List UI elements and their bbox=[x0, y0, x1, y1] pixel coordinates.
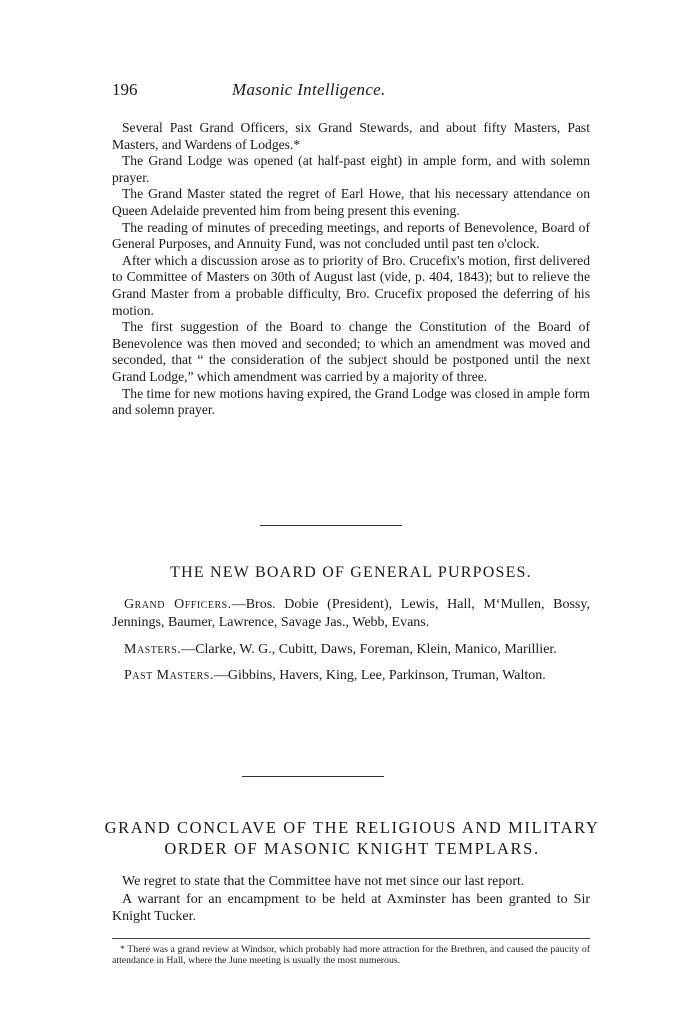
past-masters-label: Past Masters. bbox=[124, 668, 214, 684]
section-heading bbox=[102, 817, 602, 859]
paragraph: After which a discussion arose as to priority of Bro. Crucefix's motion, first delivered to Committee of Masters on 30th of August last (vide, p. 404, 1843); but to relieve the Grand Master from a probable difficulty, Bro. Crucefix proposed the deferring of his motion. bbox=[112, 252, 590, 318]
grand-officers-label: Grand Officers. bbox=[124, 596, 232, 612]
paragraph: The time for new motions having expired, the Grand Lodge was closed in ample form and solemn prayer. bbox=[112, 385, 590, 418]
page-number: 196 bbox=[112, 80, 138, 99]
paragraph: A warrant for an encampment to be held at Axminster has been granted to Sir Knight Tucker. bbox=[112, 891, 590, 925]
past-masters-names: —Gibbins, Havers, King, Lee, Parkinson, Truman, Walton. bbox=[213, 668, 546, 684]
page bbox=[104, 80, 600, 967]
grand-conclave-report bbox=[112, 873, 590, 926]
masters-list bbox=[112, 641, 590, 660]
heading-line: GRAND CONCLAVE OF THE RELIGIOUS AND MILITARY bbox=[104, 818, 600, 838]
masters-label: Masters. bbox=[124, 641, 182, 657]
section-divider bbox=[260, 525, 402, 526]
section-heading: THE NEW BOARD OF GENERAL PURPOSES. bbox=[170, 563, 532, 581]
grand-officers-list bbox=[112, 596, 590, 633]
section-divider bbox=[242, 776, 384, 777]
paragraph: The Grand Master stated the regret of Earl Howe, that his necessary attendance on Queen Adelaide prevented him from being present this evening. bbox=[112, 186, 590, 218]
running-head bbox=[112, 80, 590, 106]
past-masters-list bbox=[112, 667, 590, 686]
grand-lodge-report bbox=[112, 120, 590, 419]
paragraph: The Grand Lodge was opened (at half-past eight) in ample form, and with solemn prayer. bbox=[112, 153, 590, 185]
paragraph: We regret to state that the Committee have not met since our last report. bbox=[122, 874, 525, 890]
paragraph: Several Past Grand Officers, six Grand Stewards, and about fifty Masters, Past Masters, and Wardens of Lodges.* bbox=[112, 120, 590, 152]
paragraph: The first suggestion of the Board to change the Constitution of the Board of Benevolence was then moved and seconded; to which an amendment was moved and seconded, that “ the consideration of the subject should be postponed until the next Grand Lodge,” which amendment was carried by a majority of three. bbox=[112, 319, 590, 384]
footnote-rule bbox=[112, 938, 590, 939]
grand-officers-names: —Bros. Dobie (President), Lewis, Hall, M‘Mullen, Bossy, Jennings, Baumer, Lawrence, Savage Jas., Webb, Evans. bbox=[112, 596, 590, 631]
footnote: * There was a grand review at Windsor, which probably had more attraction for the Brethren, and caused the paucity of attendance in Hall, where the June meeting is usually the most numerous. bbox=[112, 943, 590, 967]
masters-names: —Clarke, W. G., Cubitt, Daws, Foreman, Klein, Manico, Marillier. bbox=[181, 641, 557, 657]
heading-line: ORDER OF MASONIC KNIGHT TEMPLARS. bbox=[164, 839, 540, 859]
journal-title: Masonic Intelligence. bbox=[232, 80, 386, 99]
paragraph: The reading of minutes of preceding meetings, and reports of Benevolence, Board of General Purposes, and Annuity Fund, was not concluded until past ten o'clock. bbox=[112, 219, 590, 252]
